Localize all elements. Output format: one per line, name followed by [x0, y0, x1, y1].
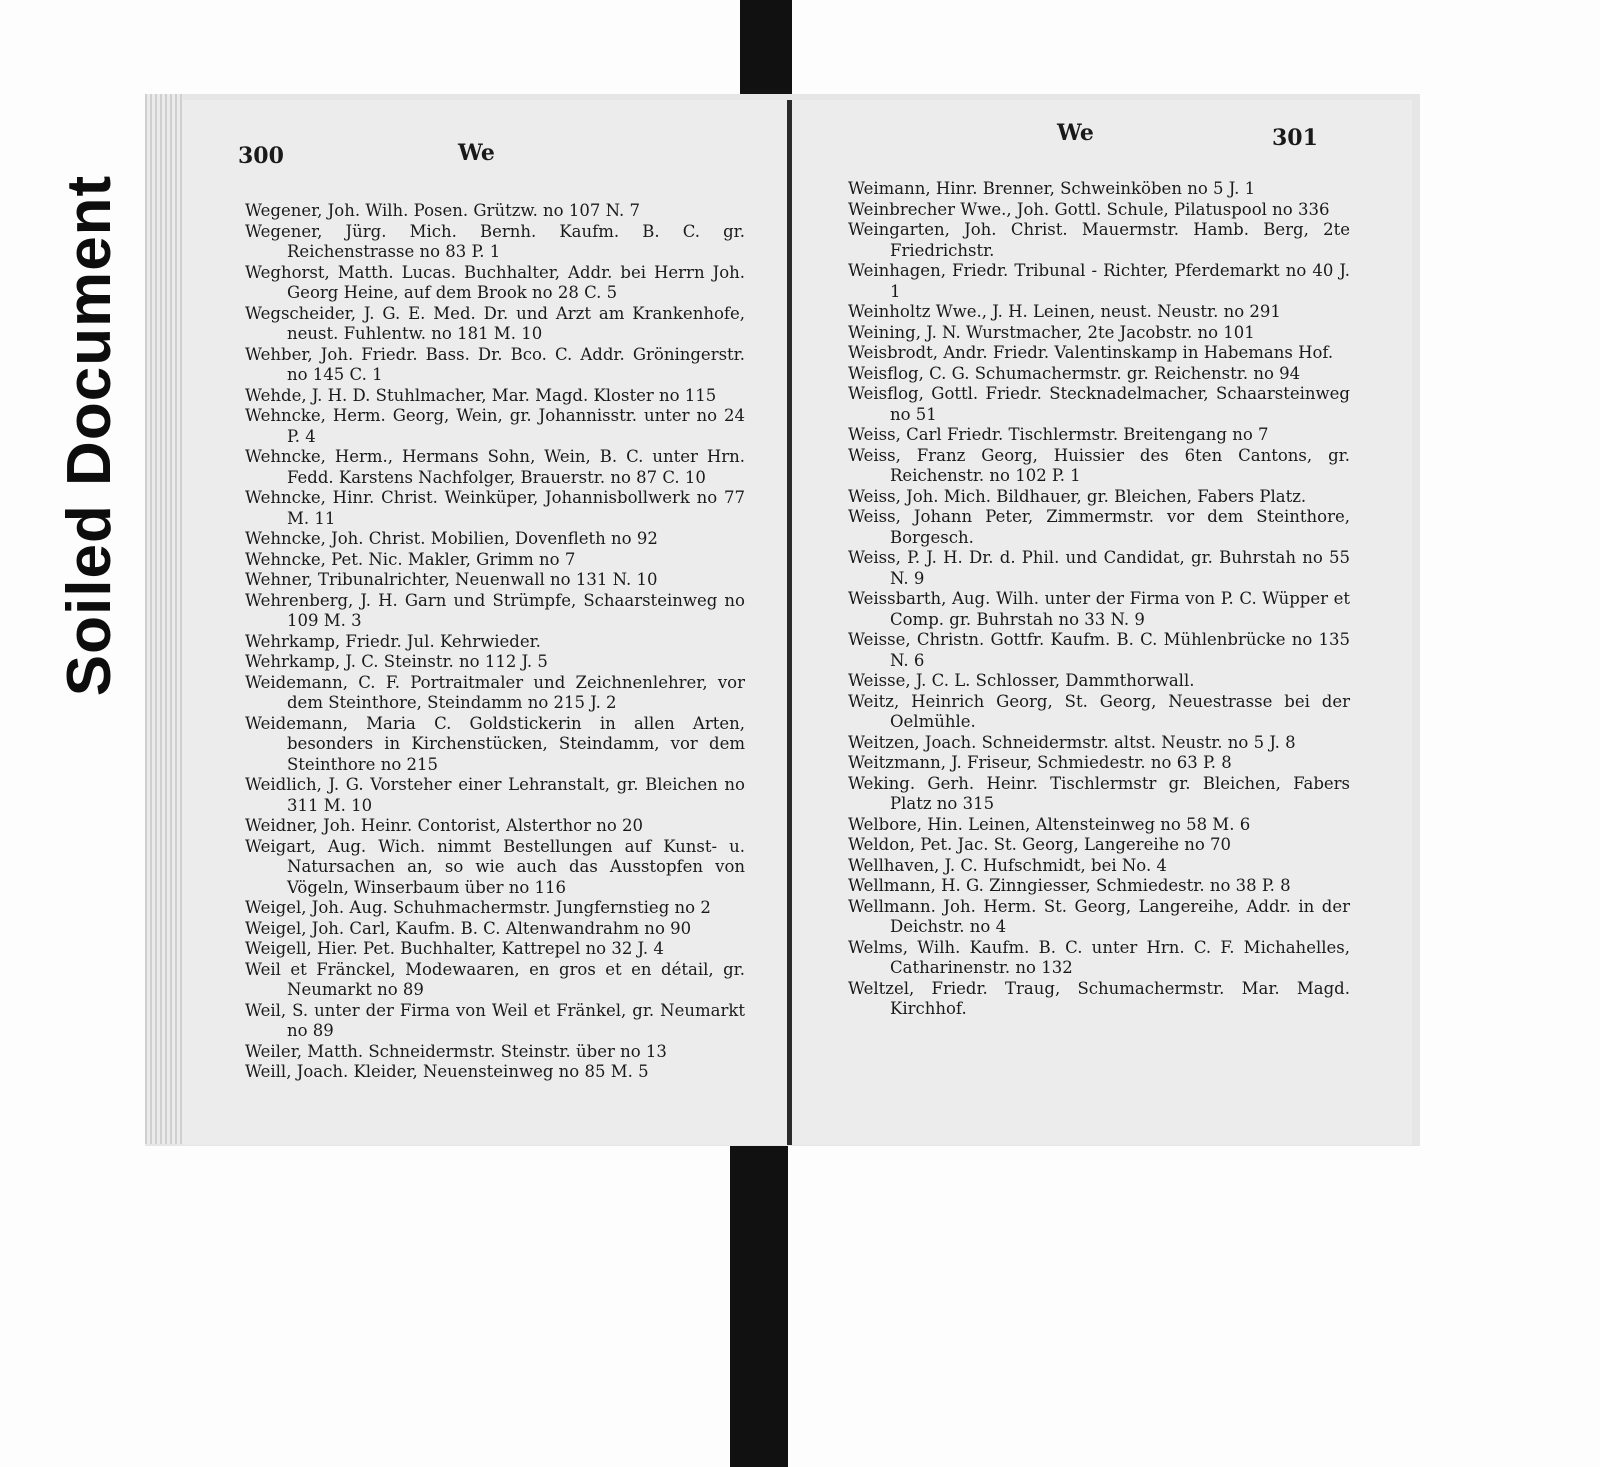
bookmark-ribbon-top: [740, 0, 792, 108]
directory-entry: Weiss, Carl Friedr. Tischlermstr. Breitengang no 7: [848, 425, 1269, 444]
directory-entry: Weingarten, Joh. Christ. Mauermstr. Hamb. Berg, 2te Friedrichstr.: [848, 220, 1350, 260]
directory-entry: Wehrenberg, J. H. Garn und Strümpfe, Schaarsteinweg no 109 M. 3: [245, 590, 745, 630]
right-page-number: 301: [1272, 125, 1318, 151]
directory-entry: Weissbarth, Aug. Wilh. unter der Firma von P. C. Wüpper et Comp. gr. Buhrstah no 33 N. 9: [848, 589, 1350, 629]
directory-entry: Weldon, Pet. Jac. St. Georg, Langereihe no 70: [848, 835, 1232, 854]
directory-entry: Weking. Gerh. Heinr. Tischlermstr gr. Bleichen, Fabers Platz no 315: [848, 773, 1350, 813]
directory-entry: Weiss, Franz Georg, Huissier des 6ten Cantons, gr. Reichenstr. no 102 P. 1: [848, 445, 1350, 485]
directory-entry: Weiss, Joh. Mich. Bildhauer, gr. Bleichen, Fabers Platz.: [848, 486, 1307, 506]
page-edges: [145, 94, 183, 1144]
directory-entry: Weitz, Heinrich Georg, St. Georg, Neuestrasse bei der Oelmühle.: [848, 691, 1350, 731]
directory-entry: Weltzel, Friedr. Traug, Schumachermstr. Mar. Magd. Kirchhof.: [848, 978, 1350, 1018]
directory-entry: Weidlich, J. G. Vorsteher einer Lehranstalt, gr. Bleichen no 311 M. 10: [245, 775, 745, 815]
directory-entry: Weisse, J. C. L. Schlosser, Dammthorwall.: [848, 671, 1195, 690]
right-entry-list: [848, 179, 1350, 1020]
directory-entry: Weill, Joach. Kleider, Neuensteinweg no 85 M. 5: [245, 1062, 649, 1081]
directory-entry: Wellmann, H. G. Zinngiesser, Schmiedestr. no 38 P. 8: [848, 876, 1291, 895]
directory-entry: Wehde, J. H. D. Stuhlmacher, Mar. Magd. Kloster no 115: [245, 385, 717, 405]
directory-entry: Wehncke, Herm. Georg, Wein, gr. Johannisstr. unter no 24 P. 4: [245, 406, 745, 446]
directory-entry: Weinhagen, Friedr. Tribunal - Richter, Pferdemarkt no 40 J. 1: [848, 261, 1350, 301]
directory-entry: Weiss, P. J. H. Dr. d. Phil. und Candidat, gr. Buhrstah no 55 N. 9: [848, 548, 1350, 588]
directory-entry: Weinbrecher Wwe., Joh. Gottl. Schule, Pilatuspool no 336: [848, 199, 1330, 219]
directory-entry: Weidemann, C. F. Portraitmaler und Zeichnenlehrer, vor dem Steinthore, Steindamm no 215 J. 2: [245, 672, 745, 712]
directory-entry: Weisbrodt, Andr. Friedr. Valentinskamp in Habemans Hof.: [848, 343, 1334, 362]
stamp-label: Soiled Document: [55, 174, 125, 696]
directory-entry: Wehncke, Hinr. Christ. Weinküper, Johannisbollwerk no 77 M. 11: [245, 488, 745, 528]
book-gutter: [787, 100, 792, 1145]
directory-entry: Wehner, Tribunalrichter, Neuenwall no 131 N. 10: [245, 570, 658, 589]
directory-entry: Weisflog, C. G. Schumachermstr. gr. Reichenstr. no 94: [848, 363, 1301, 383]
left-page-header: We: [458, 140, 495, 166]
directory-entry: Wehrkamp, J. C. Steinstr. no 112 J. 5: [245, 652, 548, 671]
directory-entry: Wehber, Joh. Friedr. Bass. Dr. Bco. C. Addr. Gröningerstr. no 145 C. 1: [245, 344, 745, 384]
directory-entry: Weigell, Hier. Pet. Buchhalter, Kattrepel no 32 J. 4: [245, 939, 664, 958]
directory-entry: Weitzen, Joach. Schneidermstr. altst. Neustr. no 5 J. 8: [848, 732, 1296, 752]
left-page-number: 300: [238, 143, 284, 169]
directory-entry: Welbore, Hin. Leinen, Altensteinweg no 58 M. 6: [848, 814, 1251, 834]
directory-entry: Welms, Wilh. Kaufm. B. C. unter Hrn. C. F. Michahelles, Catharinenstr. no 132: [848, 937, 1350, 977]
directory-entry: Weghorst, Matth. Lucas. Buchhalter, Addr. bei Herrn Joh. Georg Heine, auf dem Brook no 28 C. 5: [245, 262, 745, 302]
directory-entry: Weil et Fränckel, Modewaaren, en gros et en détail, gr. Neumarkt no 89: [245, 959, 745, 999]
directory-entry: Weidemann, Maria C. Goldstickerin in allen Arten, besonders in Kirchenstücken, Steindamm, vor dem Steinthore no 215: [245, 713, 745, 774]
directory-entry: Weiss, Johann Peter, Zimmermstr. vor dem Steinthore, Borgesch.: [848, 507, 1350, 547]
directory-entry: Weisflog, Gottl. Friedr. Stecknadelmacher, Schaarsteinweg no 51: [848, 384, 1350, 424]
right-page-header: We: [1057, 120, 1094, 146]
directory-entry: Weimann, Hinr. Brenner, Schweinköben no 5 J. 1: [848, 179, 1256, 198]
directory-entry: Weidner, Joh. Heinr. Contorist, Alsterthor no 20: [245, 816, 644, 835]
directory-entry: Wegener, Jürg. Mich. Bernh. Kaufm. B. C. gr. Reichenstrasse no 83 P. 1: [245, 221, 745, 261]
directory-entry: Weisse, Christn. Gottfr. Kaufm. B. C. Mühlenbrücke no 135 N. 6: [848, 630, 1350, 670]
soiled-document-stamp: [40, 165, 140, 705]
directory-entry: Weigel, Joh. Aug. Schuhmachermstr. Jungfernstieg no 2: [245, 898, 711, 917]
directory-entry: Wegener, Joh. Wilh. Posen. Grützw. no 107 N. 7: [245, 201, 640, 220]
directory-entry: Wehncke, Joh. Christ. Mobilien, Dovenfleth no 92: [245, 529, 658, 548]
directory-entry: Weinholtz Wwe., J. H. Leinen, neust. Neustr. no 291: [848, 302, 1281, 321]
directory-entry: Wehncke, Herm., Hermans Sohn, Wein, B. C. unter Hrn. Fedd. Karstens Nachfolger, Brauerstr. no 87 C. 10: [245, 447, 745, 487]
directory-entry: Weigart, Aug. Wich. nimmt Bestellungen auf Kunst- u. Natursachen an, so wie auch das Ausstopfen von Vögeln, Winserbaum über no 116: [245, 836, 745, 897]
bookmark-ribbon-bottom: [730, 1146, 788, 1467]
directory-entry: Weigel, Joh. Carl, Kaufm. B. C. Altenwandrahm no 90: [245, 918, 692, 938]
directory-entry: Wehrkamp, Friedr. Jul. Kehrwieder.: [245, 631, 541, 651]
left-entry-list: [245, 201, 745, 1083]
directory-entry: Wegscheider, J. G. E. Med. Dr. und Arzt am Krankenhofe, neust. Fuhlentw. no 181 M. 10: [245, 303, 745, 343]
directory-entry: Weitzmann, J. Friseur, Schmiedestr. no 63 P. 8: [848, 753, 1232, 772]
directory-entry: Weil, S. unter der Firma von Weil et Fränkel, gr. Neumarkt no 89: [245, 1000, 745, 1040]
directory-entry: Wellmann. Joh. Herm. St. Georg, Langereihe, Addr. in der Deichstr. no 4: [848, 896, 1350, 936]
directory-entry: Wehncke, Pet. Nic. Makler, Grimm no 7: [245, 549, 576, 569]
directory-entry: Weining, J. N. Wurstmacher, 2te Jacobstr. no 101: [848, 322, 1255, 342]
directory-entry: Weiler, Matth. Schneidermstr. Steinstr. über no 13: [245, 1041, 667, 1061]
directory-entry: Wellhaven, J. C. Hufschmidt, bei No. 4: [848, 855, 1167, 875]
